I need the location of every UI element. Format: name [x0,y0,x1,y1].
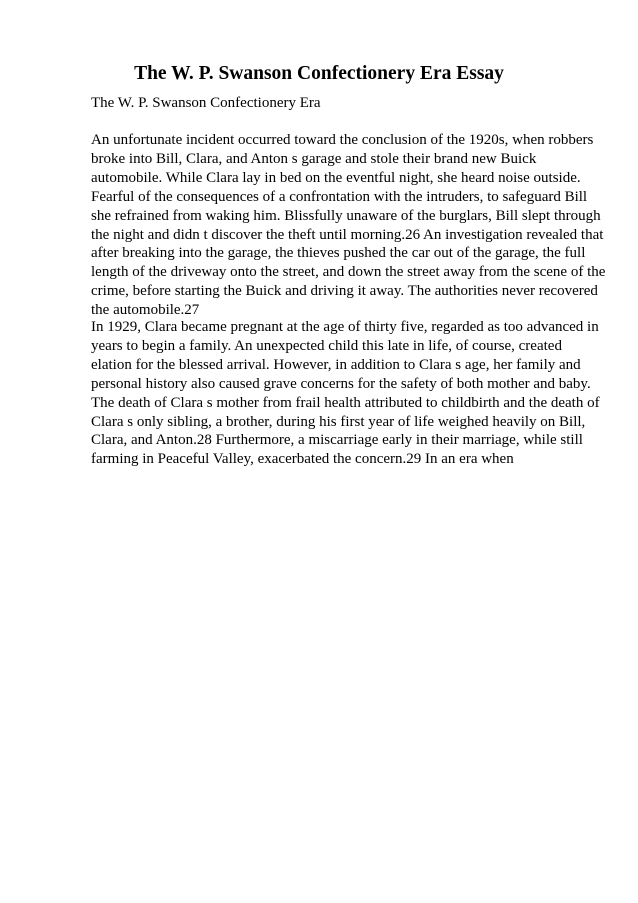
paragraph-1 [91,131,606,320]
paragraph-line: years to begin a family. An unexpected child this late in life, of course, created [91,337,562,354]
paragraph-line: Clara, and Anton.28 Furthermore, a miscarriage early in their marriage, while still [91,432,583,449]
paragraph-line: In 1929, Clara became pregnant at the age of thirty five, regarded as too advanced in [91,319,599,335]
paragraph-line: elation for the blessed arrival. However, in addition to Clara s age, her family and [91,356,581,373]
paragraph-2 [91,318,601,469]
document-subtitle: The W. P. Swanson Confectionery Era [91,95,321,111]
paragraph-line: she refrained from waking him. Blissfully unaware of the burglars, Bill slept through [91,207,601,224]
paragraph-line: length of the driveway onto the street, and down the street away from the scene of the [91,264,606,281]
paragraph-line: the night and didn t discover the theft until morning.26 An investigation revealed that [91,226,604,243]
paragraph-line: farming in Peaceful Valley, exacerbated the concern.29 In an era when [91,451,514,468]
paragraph-line: The death of Clara s mother from frail health attributed to childbirth and the death of [91,394,600,411]
paragraph-line: Clara s only sibling, a brother, during his first year of life weighed heavily on Bill, [91,413,586,430]
paragraph-line: An unfortunate incident occurred toward the conclusion of the 1920s, when robbers [91,132,594,148]
paragraph-line: automobile. While Clara lay in bed on the eventful night, she heard noise outside. [91,169,581,186]
paragraph-line: crime, before starting the Buick and driving it away. The authorities never recovered [91,283,598,300]
paragraph-line: the automobile.27 [91,302,200,319]
paragraph-line: broke into Bill, Clara, and Anton s garage and stole their brand new Buick [91,150,537,167]
document-title: The W. P. Swanson Confectionery Era Essay [134,63,504,84]
paragraph-line: personal history also caused grave concerns for the safety of both mother and baby. [91,375,591,392]
paragraph-line: Fearful of the consequences of a confrontation with the intruders, to safeguard Bill [91,188,588,205]
paragraph-line: after breaking into the garage, the thieves pushed the car out of the garage, the full [91,245,586,262]
